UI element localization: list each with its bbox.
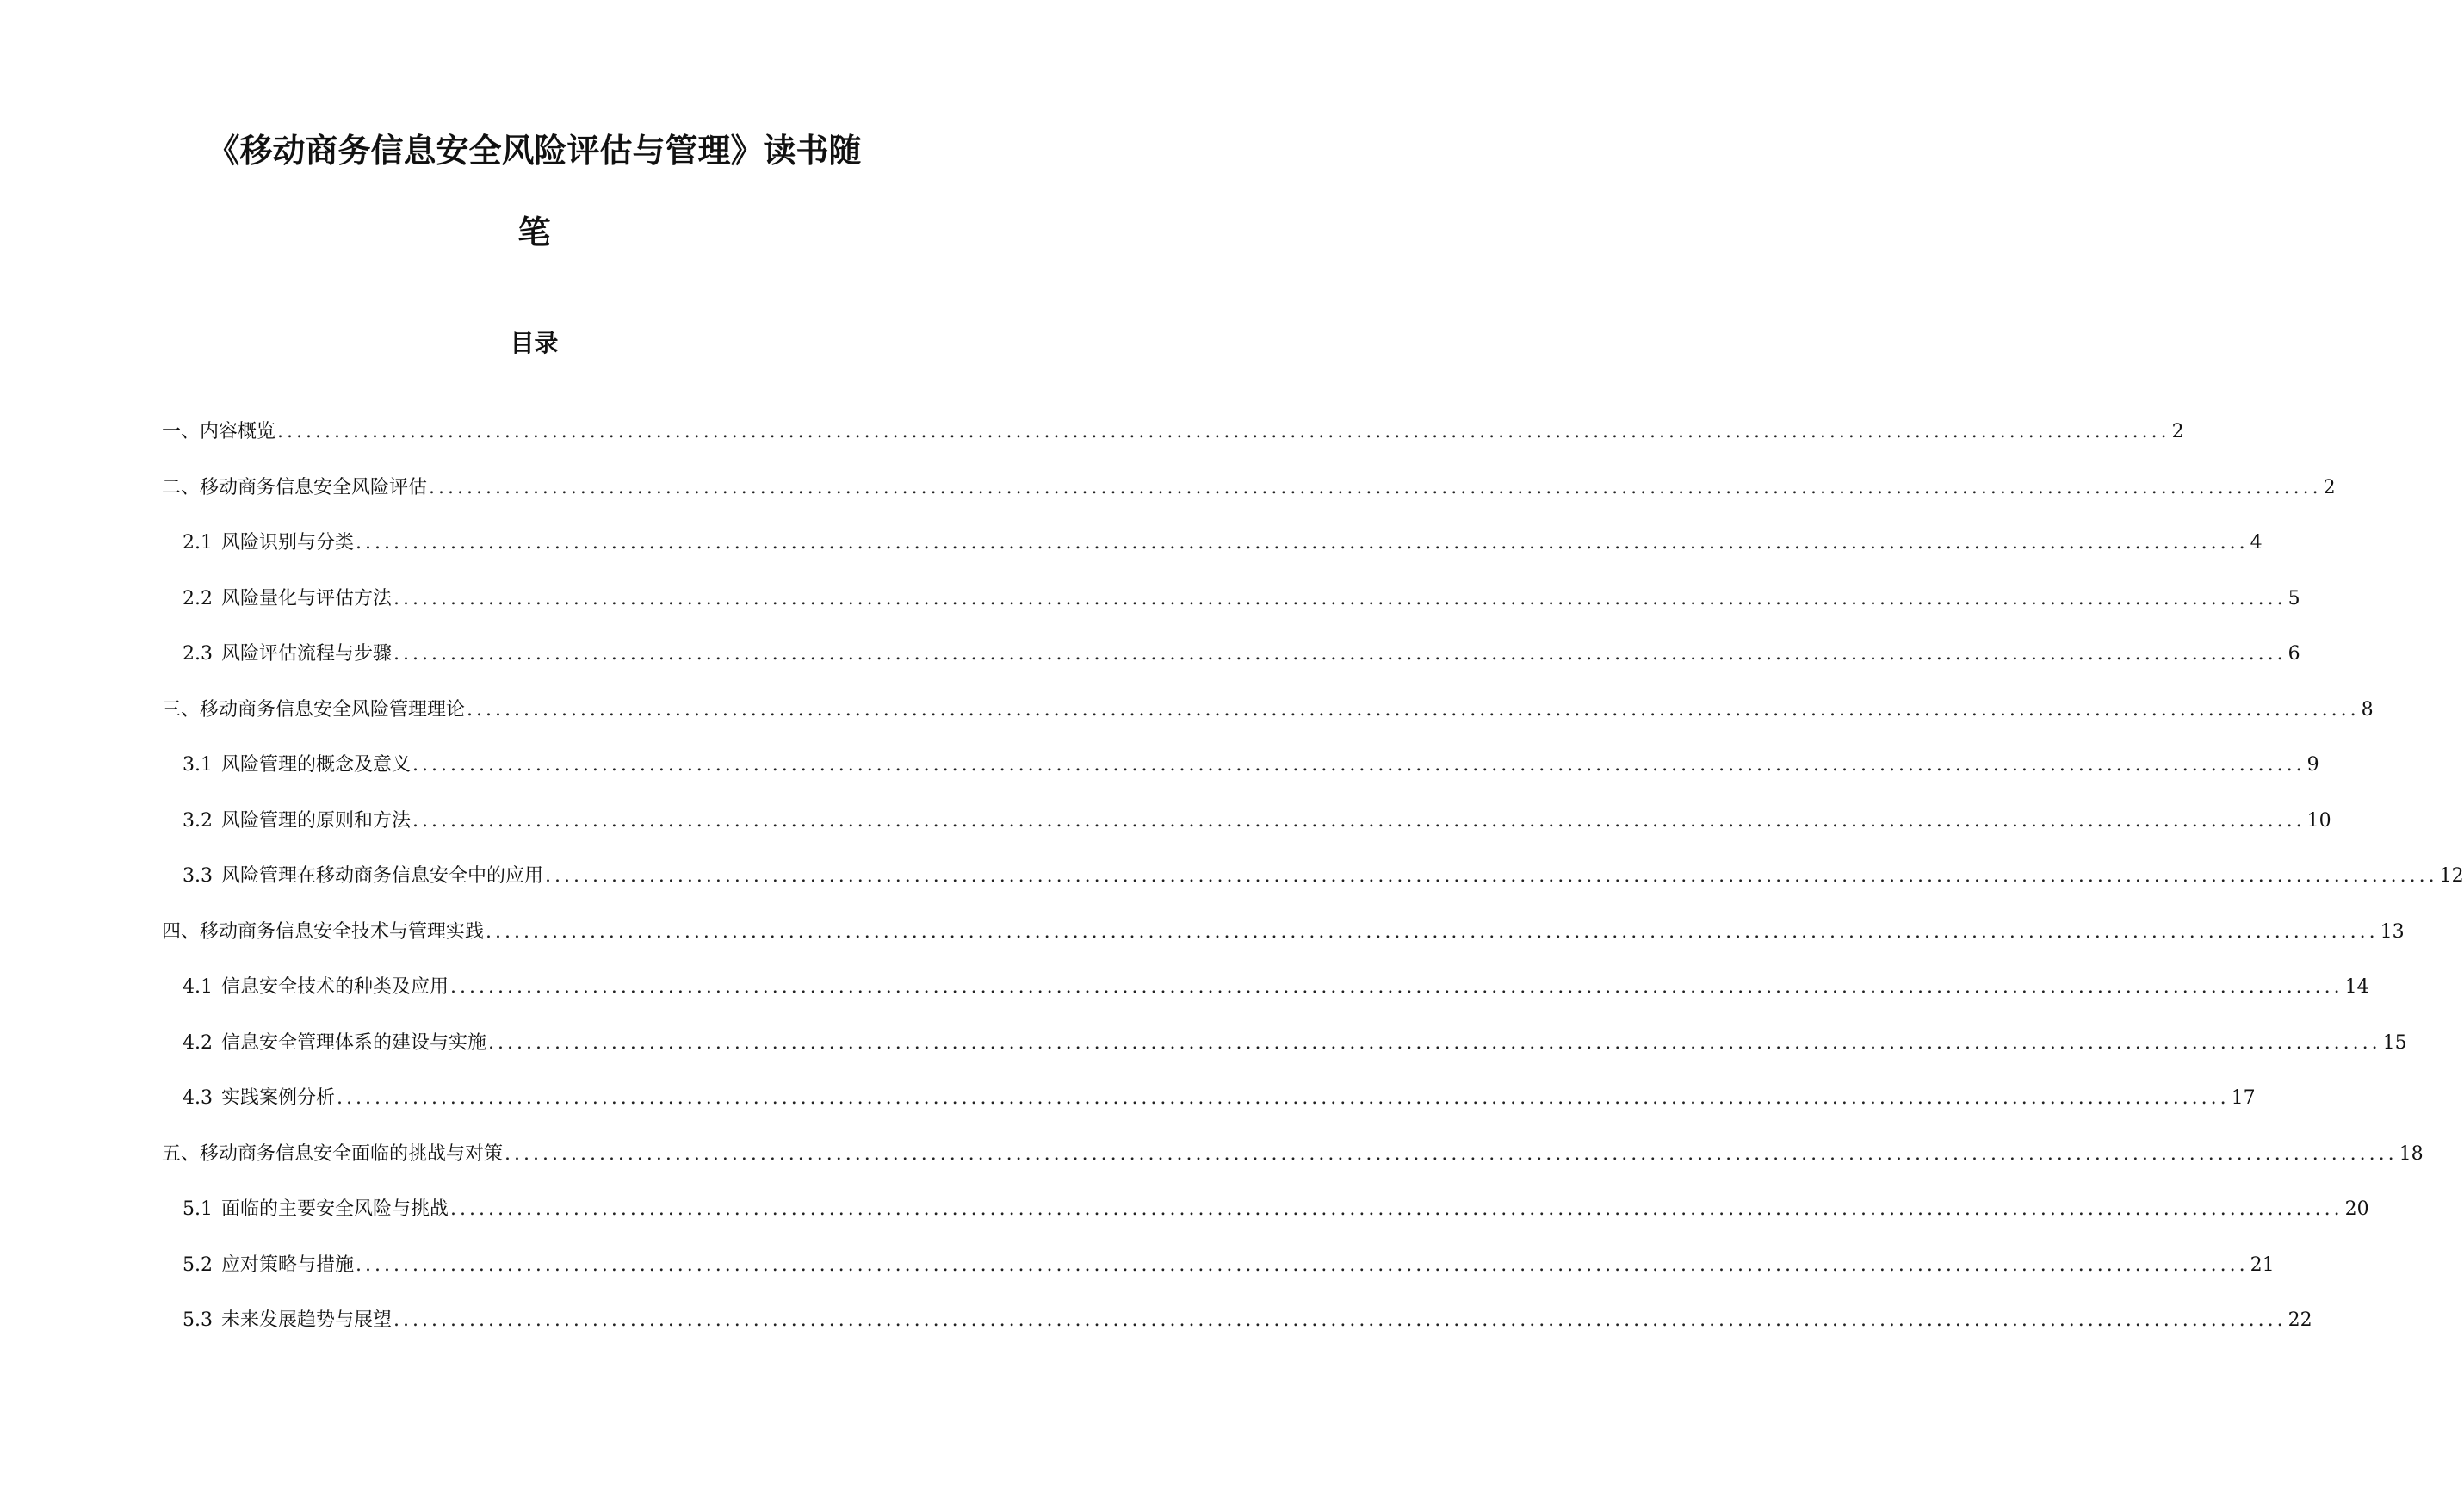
toc-entry-label: 风险管理在移动商务信息安全中的应用 (221, 865, 544, 887)
toc-leader-dots: ........................................................................................................................................................................................................ (467, 698, 2360, 721)
toc-entry-2-2[interactable] (183, 586, 2300, 612)
toc-entry-4-2[interactable] (183, 1030, 2407, 1056)
toc-entry-number: 4.3 (183, 1087, 213, 1109)
toc-entry-page-number: 10 (2306, 809, 2331, 832)
toc-entry-page-number: 9 (2306, 754, 2319, 776)
toc-entry-number: 3.3 (183, 865, 213, 887)
toc-leader-dots: ........................................................................................................................................................................................................ (412, 809, 2306, 832)
toc-entry-number: 5.3 (183, 1309, 213, 1331)
toc-entry-page-number: 15 (2382, 1031, 2407, 1054)
toc-entry-label: 信息安全技术的种类及应用 (221, 976, 449, 998)
toc-leader-dots: ........................................................................................................................................................................................................ (488, 1031, 2381, 1054)
toc-leader-dots: ........................................................................................................................................................................................................ (412, 754, 2306, 776)
document-title-line-1: 《移动商务信息安全风险评估与管理》读书随 (207, 132, 862, 170)
toc-entry-label: 信息安全管理体系的建设与实施 (221, 1031, 487, 1054)
toc-leader-dots: ........................................................................................................................................................................................................ (450, 976, 2343, 998)
toc-entry-number: 5.1 (183, 1198, 213, 1220)
toc-entry-number: 2.2 (183, 587, 213, 610)
toc-entry-3-3[interactable] (183, 863, 2464, 889)
toc-entry-challenges[interactable] (162, 1142, 2424, 1167)
toc-entry-content-overview[interactable] (162, 419, 2184, 445)
toc-entry-page-number: 21 (2250, 1253, 2275, 1276)
document-title-line-2: 笔 (517, 214, 551, 251)
toc-entry-4-3[interactable] (183, 1086, 2256, 1111)
toc-leader-dots: ........................................................................................................................................................................................................ (450, 1198, 2343, 1220)
toc-entry-label: 应对策略与措施 (221, 1253, 355, 1276)
toc-entry-number: 3.2 (183, 809, 213, 832)
toc-leader-dots: ........................................................................................................................................................................................................ (393, 587, 2287, 610)
toc-entry-page-number: 20 (2344, 1198, 2369, 1220)
toc-entry-label: 风险识别与分类 (221, 532, 355, 554)
toc-entry-label: 实践案例分析 (221, 1087, 336, 1109)
toc-entry-2-3[interactable] (183, 641, 2300, 667)
toc-entry-3-1[interactable] (183, 752, 2319, 778)
toc-entry-page-number: 4 (2250, 532, 2263, 554)
toc-entry-label: 风险管理的概念及意义 (221, 754, 412, 776)
toc-entry-label: 风险管理的原则和方法 (221, 809, 412, 832)
toc-leader-dots: ........................................................................................................................................................................................................ (337, 1087, 2230, 1109)
toc-leader-dots: ........................................................................................................................................................................................................ (277, 421, 2170, 442)
toc-leader-dots: ........................................................................................................................................................................................................ (393, 643, 2287, 665)
toc-entry-2-1[interactable] (183, 530, 2263, 556)
toc-entry-label: 风险量化与评估方法 (221, 587, 393, 610)
toc-leader-dots: ........................................................................................................................................................................................................ (356, 532, 2249, 554)
toc-leader-dots: ........................................................................................................................................................................................................ (505, 1142, 2398, 1165)
toc-entry-page-number: 5 (2288, 587, 2300, 610)
toc-entry-number: 3.1 (183, 754, 213, 776)
toc-entry-page-number: 6 (2288, 643, 2300, 665)
toc-entry-page-number: 12 (2439, 865, 2464, 887)
toc-entry-label: 三、移动商务信息安全风险管理理论 (162, 698, 466, 721)
toc-entry-5-2[interactable] (183, 1253, 2275, 1278)
toc-entry-label: 二、移动商务信息安全风险评估 (162, 476, 428, 498)
toc-entry-page-number: 2 (2323, 476, 2336, 498)
toc-entry-risk-assessment[interactable] (162, 475, 2336, 501)
toc-entry-number: 4.1 (183, 976, 213, 998)
toc-entry-page-number: 17 (2231, 1087, 2256, 1109)
toc-entry-label: 四、移动商务信息安全技术与管理实践 (162, 920, 485, 943)
toc-entry-number: 2.1 (183, 532, 213, 554)
toc-entry-label: 一、内容概览 (162, 421, 276, 442)
toc-leader-dots: ........................................................................................................................................................................................................ (356, 1253, 2249, 1276)
toc-entry-page-number: 8 (2361, 698, 2374, 721)
toc-entry-number: 2.3 (183, 643, 213, 665)
toc-entry-number: 4.2 (183, 1031, 213, 1054)
toc-entry-number: 5.2 (183, 1253, 213, 1276)
toc-entry-page-number: 18 (2399, 1142, 2424, 1165)
toc-entry-5-1[interactable] (183, 1197, 2369, 1222)
toc-entry-page-number: 13 (2380, 920, 2405, 943)
toc-leader-dots: ........................................................................................................................................................................................................ (545, 865, 2438, 887)
toc-entry-label: 风险评估流程与步骤 (221, 643, 393, 665)
toc-leader-dots: ........................................................................................................................................................................................................ (393, 1309, 2287, 1331)
toc-leader-dots: ........................................................................................................................................................................................................ (429, 476, 2322, 498)
toc-entry-label: 五、移动商务信息安全面临的挑战与对策 (162, 1142, 504, 1165)
toc-leader-dots: ........................................................................................................................................................................................................ (486, 920, 2379, 943)
toc-entry-label: 面临的主要安全风险与挑战 (221, 1198, 449, 1220)
toc-entry-page-number: 2 (2171, 421, 2184, 442)
toc-heading: 目录 (510, 329, 559, 357)
toc-entry-page-number: 22 (2288, 1309, 2312, 1331)
toc-entry-technology-practice[interactable] (162, 919, 2405, 945)
toc-entry-risk-management-theory[interactable] (162, 697, 2374, 723)
toc-entry-4-1[interactable] (183, 975, 2369, 1000)
toc-entry-page-number: 14 (2344, 976, 2369, 998)
toc-entry-label: 未来发展趋势与展望 (221, 1309, 393, 1331)
toc-entry-3-2[interactable] (183, 808, 2331, 834)
toc-entry-5-3[interactable] (183, 1308, 2312, 1334)
